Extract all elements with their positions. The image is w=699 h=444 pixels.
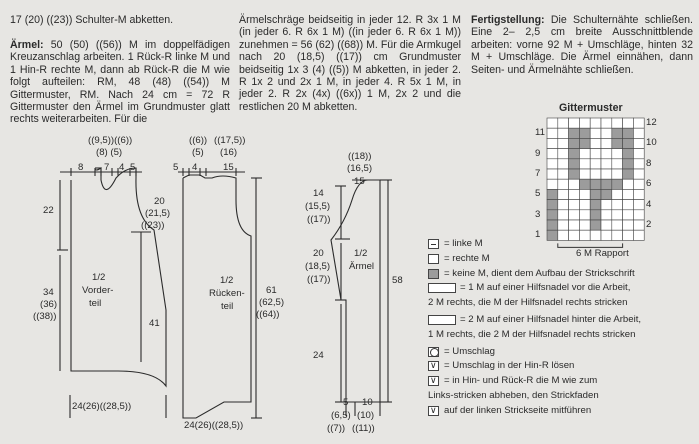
front-dim-36: (36): [40, 299, 58, 310]
circle-box-icon: [428, 347, 439, 357]
chart-row-label-left: 3: [535, 208, 541, 220]
chart-cell: [558, 149, 569, 159]
chart-row-label-right: 2: [646, 219, 652, 230]
chart-cell: [623, 189, 634, 199]
sleeve-dim-15-5: (15,5): [305, 201, 331, 212]
chart-cell: [579, 149, 590, 159]
chart-cell: [590, 200, 601, 210]
legend-text: = in Hin- und Rück-R die M wie zum: [444, 375, 598, 387]
chart-cell: [623, 138, 634, 148]
cross-right-icon: [428, 283, 456, 293]
front-dim-5: 5: [130, 162, 136, 173]
chart-cell: [601, 128, 612, 138]
chart-cell: [612, 128, 623, 138]
chart-cell: [579, 118, 590, 128]
chart-cell: [558, 169, 569, 179]
sleeve-dim-11: ((11)): [352, 423, 375, 434]
chart-cell: [590, 149, 601, 159]
chart-cell: [623, 169, 634, 179]
chart-cell: [558, 159, 569, 169]
legend-text: Links-stricken abheben, den Strickfaden: [428, 390, 599, 401]
cross-left-icon: [428, 315, 456, 325]
chart-cell: [623, 118, 634, 128]
legend-text: = keine M, dient dem Aufbau der Strickschrift: [444, 267, 635, 279]
back-dim-top-3: ((17,5)): [214, 135, 246, 146]
chart-row-label-left: 11: [535, 127, 545, 139]
back-dim-64: ((64)): [256, 309, 280, 320]
chart-row-label-right: 4: [646, 198, 652, 210]
chart-cell: [547, 179, 558, 189]
back-label-half: 1/2: [220, 275, 234, 286]
chart-cell: [558, 189, 569, 199]
chart-cell: [601, 149, 612, 159]
chart-cell: [558, 128, 569, 138]
chart-cell: [590, 220, 601, 230]
front-dim-34: 34: [43, 287, 54, 298]
chart-cell: [623, 159, 634, 169]
chart-cell: [569, 118, 580, 128]
sleeve-dim-14: 14: [313, 188, 324, 199]
chart-cell: [612, 230, 623, 240]
sleeve-dim-top-1: ((18)): [348, 151, 372, 162]
front-dim-top-2: (8) (5): [96, 147, 123, 158]
chart-title: Gittermuster: [559, 102, 623, 114]
sleeve-dim-top-3: 15: [354, 176, 365, 187]
chart-cell: [601, 189, 612, 199]
legend-text: = Umschlag: [444, 345, 495, 357]
chart-row-label-right: 12: [646, 117, 657, 128]
chart-cell: [547, 149, 558, 159]
chart-rapport-label: 6 M Rapport: [576, 248, 629, 259]
chart-cell: [569, 220, 580, 230]
chart-cell: [633, 189, 644, 199]
front-dim-20: 20: [154, 196, 165, 207]
chart-cell: [558, 200, 569, 210]
chart-cell: [623, 210, 634, 220]
chart-cell: [623, 220, 634, 230]
chart-cell: [579, 210, 590, 220]
chart-row-label-left: 5: [535, 188, 541, 200]
chart-row-label-left: 9: [535, 147, 541, 159]
front-dim-21-5: (21,5): [145, 208, 171, 219]
front-dim-38: ((38)): [33, 311, 57, 322]
back-dim-5: 5: [173, 162, 179, 173]
chart-cell: [612, 118, 623, 128]
back-label-part: teil: [221, 301, 234, 312]
chart-cell: [612, 200, 623, 210]
finishing-text: Die Schulternähte schließen. Eine 2– 2,5 cm breite Ausschnittblende arbeiten: vorne 92 M + Umschläge, hinten 32 M + Umschläge. Die Ärmel einnähen, dann Seiten- und Ärmelnähte schließen.: [471, 14, 693, 76]
chart-cell: [590, 128, 601, 138]
chart-cell: [569, 169, 580, 179]
chart-cell: [558, 118, 569, 128]
back-dim-bottom: 24(26)((28,5)): [184, 420, 244, 431]
legend-text: = 2 M auf einer Hilfsnadel hinter die Arbeit,: [460, 314, 642, 325]
chart-cell: [547, 210, 558, 220]
chart-cell: [569, 179, 580, 189]
back-dim-61: 61: [266, 285, 277, 296]
chart-cell: [633, 118, 644, 128]
chart-cell: [612, 220, 623, 230]
chart-cell: [569, 210, 580, 220]
front-label-part: teil: [89, 298, 102, 309]
legend-text: = 1 M auf einer Hilfsnadel vor die Arbeit,: [460, 282, 631, 294]
chart-cell: [579, 179, 590, 189]
chart-cell: [633, 128, 644, 138]
v-box-icon: ∨: [428, 376, 439, 386]
legend-text: = rechte M: [444, 252, 490, 264]
sleeve-text-1: 50 (50) ((56)) M im doppelfädigen Kreuzanschlag arbeiten. 1 Rück-R linke M und 1 Hin-R rechte M, dann ab Rück-R die M wie folgt aufteilen: RM, 48 (48) ((54)) M Gittermuster, RM. Nach 24 cm = 72 R Gittermuster den Ärmel im Grundmuster glatt rechts weiterarbeiten. Für die: [10, 39, 230, 126]
sleeve-dim-20: 20: [313, 248, 324, 259]
front-label-half: 1/2: [92, 272, 106, 283]
legend-text: 1 M rechts, die 2 M der Hilfsnadel rechts stricken: [428, 328, 636, 340]
front-label-name: Vorder-: [82, 285, 114, 296]
back-dim-top-2: (5): [192, 147, 204, 158]
gray-box-icon: [428, 269, 439, 279]
back-dim-62-5: (62,5): [259, 297, 285, 308]
chart-cell: [547, 189, 558, 199]
sleeve-heading: Ärmel:: [10, 39, 44, 51]
front-dim-bottom: 24(26)((28,5)): [72, 401, 132, 412]
chart-cell: [633, 210, 644, 220]
chart-cell: [623, 128, 634, 138]
legend-text: = Umschlag in der Hin-R lösen: [444, 360, 575, 372]
chart-cell: [612, 149, 623, 159]
chart-cell: [547, 200, 558, 210]
front-dim-7: 7: [104, 162, 110, 173]
front-dim-22: 22: [43, 205, 54, 216]
chart-cell: [601, 169, 612, 179]
chart-cell: [590, 118, 601, 128]
chart-cell: [547, 138, 558, 148]
chart-cell: [612, 169, 623, 179]
chart-row-label-right: 8: [646, 157, 652, 169]
chart-cell: [579, 159, 590, 169]
chart-cell: [558, 230, 569, 240]
chart-cell: [547, 159, 558, 169]
back-dim-top-1: ((6)): [189, 135, 208, 146]
chart-cell: [601, 118, 612, 128]
chart-cell: [612, 179, 623, 189]
chart-cell: [547, 128, 558, 138]
chart-cell: [579, 200, 590, 210]
chart-cell: [579, 230, 590, 240]
chart-row-label-right: 10: [646, 137, 657, 149]
chart-cell: [590, 159, 601, 169]
chart-cell: [601, 220, 612, 230]
chart-cell: [579, 138, 590, 148]
chart-cell: [601, 179, 612, 189]
chart-cell: [633, 169, 644, 179]
sleeve-dim-7: ((7)): [327, 423, 346, 434]
chart-cell: [633, 179, 644, 189]
chart-cell: [590, 138, 601, 148]
back-dim-15: 15: [223, 162, 234, 173]
chart-cell: [579, 128, 590, 138]
front-shoulder-line: 17 (20) ((23)) Schulter-M abketten.: [10, 14, 174, 26]
empty-box-icon: [428, 254, 439, 264]
chart-cell: [590, 230, 601, 240]
minus-box-icon: [428, 239, 439, 249]
sleeve-dim-18-5: (18,5): [305, 261, 331, 272]
chart-cell: [569, 128, 580, 138]
v-filled-box-icon: ∨: [428, 406, 439, 416]
chart-cell: [623, 200, 634, 210]
chart-cell: [601, 230, 612, 240]
chart-cell: [569, 200, 580, 210]
sleeve-label-half: 1/2: [354, 248, 368, 259]
chart-row-label-left: 7: [535, 168, 541, 179]
chart-cell: [590, 179, 601, 189]
legend-text: auf der linken Strickseite mitführen: [444, 404, 592, 416]
legend-text: 2 M rechts, die M der Hilfsnadel rechts stricken: [428, 297, 628, 309]
back-dim-top-4: (16): [220, 147, 238, 158]
chart-cell: [547, 169, 558, 179]
legend-text: = linke M: [444, 238, 483, 249]
chart-cell: [579, 169, 590, 179]
chart-cell: [623, 149, 634, 159]
sleeve-instructions-col2: Ärmelschräge beidseitig in jeder 12. R 3x 1 M (in jeder 6. R 6x 1 M) ((in jeder 6. R 6x 1 M)) zunehmen = 56 (62) ((68)) M. Für die Armkugel nach 20 (18,5) ((17)) cm Grundmuster beidseitig 1x 3 (4) ((5)) M abketten, in jeder 2. R 1x 2 und 2x 1 M, in jeder 4. R 5x 1 M, in jeder 2. R 2x (4x) ((6x)) 1 M, 2x 2 und die restlichen 20 M abketten.: [239, 14, 461, 113]
chart-cell: [558, 210, 569, 220]
chart-cell: [558, 138, 569, 148]
chart-cell: [590, 189, 601, 199]
chart-cell: [569, 230, 580, 240]
chart-cell: [633, 230, 644, 240]
chart-cell: [612, 210, 623, 220]
sleeve-dim-17a: ((17)): [307, 214, 331, 225]
chart-cell: [601, 210, 612, 220]
chart-cell: [569, 189, 580, 199]
sleeve-dim-10: 10: [362, 397, 373, 408]
chart-row-label-left: 1: [535, 229, 541, 241]
chart-cell: [569, 138, 580, 148]
sleeve-dim-17b: ((17)): [307, 274, 331, 285]
front-dim-23: ((23)): [141, 220, 165, 231]
chart-cell: [547, 230, 558, 240]
chart-cell: [601, 159, 612, 169]
chart-cell: [547, 118, 558, 128]
chart-cell: [590, 210, 601, 220]
sleeve-dim-5: 5: [343, 397, 349, 408]
sleeve-dim-24: 24: [313, 350, 324, 361]
sleeve-label-name: Ärmel: [349, 261, 375, 272]
chart-cell: [579, 189, 590, 199]
chart-cell: [612, 159, 623, 169]
chart-cell: [633, 138, 644, 148]
chart-cell: [601, 138, 612, 148]
finishing-heading: Fertigstellung:: [471, 14, 545, 26]
chart-cell: [558, 179, 569, 189]
chart-cell: [547, 220, 558, 230]
chart-cell: [633, 200, 644, 210]
back-label-name: Rücken-: [209, 288, 245, 299]
chart-cell: [558, 220, 569, 230]
chart-cell: [590, 169, 601, 179]
chart-cell: [569, 149, 580, 159]
chart-cell: [601, 200, 612, 210]
chart-cell: [633, 159, 644, 169]
sleeve-dim-10b: (10): [357, 410, 375, 421]
chart-cell: [633, 220, 644, 230]
front-dim-8: 8: [78, 162, 84, 173]
chart-cell: [569, 159, 580, 169]
sleeve-dim-58: 58: [392, 275, 403, 286]
front-dim-top-1: ((9,5))((6)): [88, 135, 133, 146]
chart-cell: [633, 149, 644, 159]
drop-box-icon: ∨: [428, 361, 439, 371]
chart-cell: [612, 138, 623, 148]
chart-cell: [623, 179, 634, 189]
back-dim-4: 4: [192, 162, 198, 173]
chart-row-label-right: 6: [646, 178, 652, 190]
front-dim-4: 4: [119, 162, 125, 173]
sleeve-dim-6-5: (6,5): [331, 410, 351, 421]
sleeve-dim-top-2: (16,5): [347, 163, 373, 174]
chart-cell: [623, 230, 634, 240]
chart-cell: [579, 220, 590, 230]
chart-cell: [612, 189, 623, 199]
front-dim-41: 41: [149, 318, 160, 329]
